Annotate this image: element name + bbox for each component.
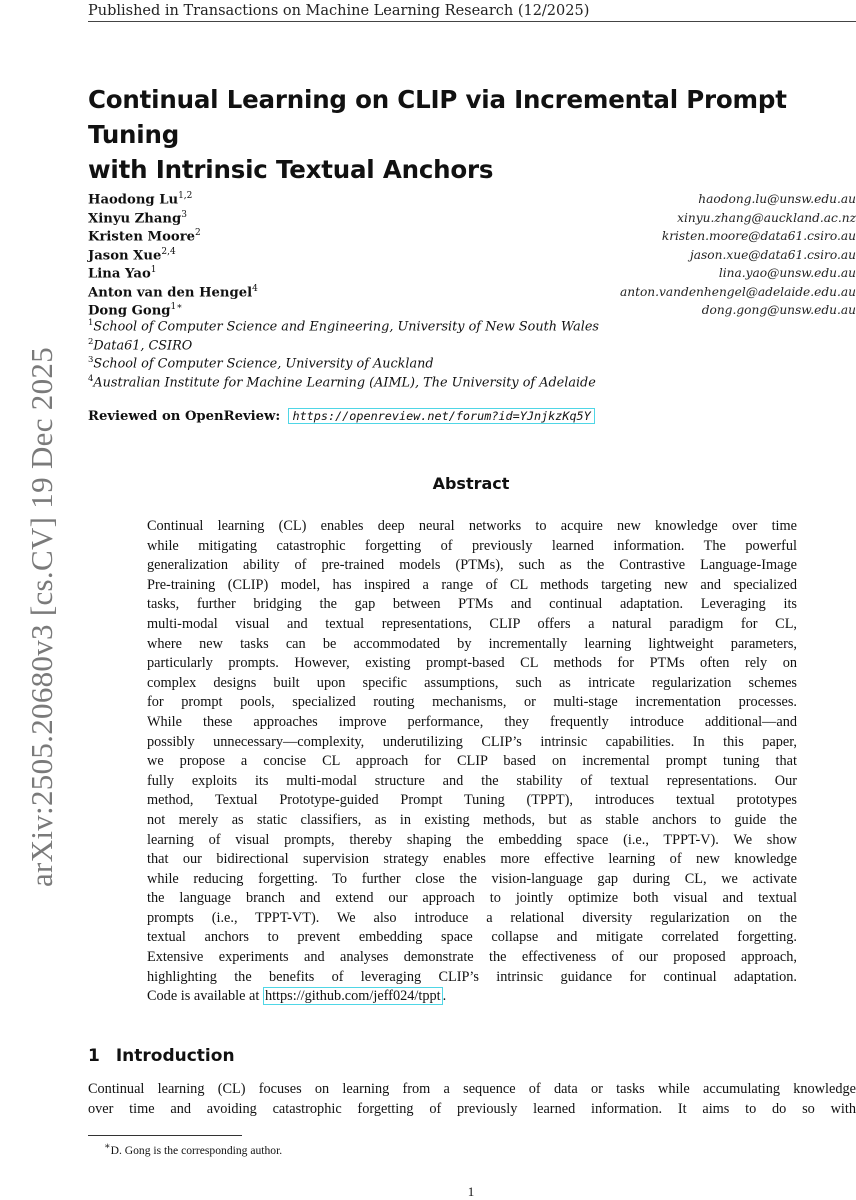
intro-line: Continual learning (CL) focuses on learning from a sequence of data or tasks while accumulating knowledge (88, 1081, 856, 1097)
affiliation-number: 4 (88, 373, 94, 384)
author-row (88, 265, 856, 284)
abstract-line: while reducing forgetting. To further close the vision-language gap during CL, we activate (147, 870, 797, 887)
affiliation-text: School of Computer Science and Engineering, University of New South Wales (93, 319, 599, 335)
footnote-mark: ∗ (104, 1141, 111, 1152)
abstract-line: learning of visual prompts, thereby shaping the embedding space (i.e., TPPT-V). We show (147, 831, 797, 848)
abstract-line: complex designs built upon specific assumptions, such as intricate regularization schemes (147, 674, 797, 691)
abstract-heading: Abstract (432, 474, 510, 493)
author-name: Jason Xue$^{2,4}$ (88, 246, 176, 263)
running-header: Published in Transactions on Machine Learning Research (12/2025) (88, 3, 590, 19)
title-line: Continual Learning on CLIP via Incremental Prompt Tuning (88, 85, 787, 149)
author-affil-sup: 1 (150, 265, 157, 275)
author-affil-sup: 2 (195, 228, 201, 238)
affiliation-row (88, 374, 856, 393)
abstract-line: where new tasks can be accommodated by incrementally learning lightweight parameters, (147, 635, 797, 652)
author-row (88, 210, 856, 229)
abstract-line: tasks, further bridging the gap between PTMs and continual adaptation. Leveraging its (147, 596, 797, 613)
abstract-line: particularly prompts. However, existing prompt-based CL methods for PTMs often rely on (147, 655, 797, 672)
abstract-line: generalization ability of pre-trained models (PTMs), such as the Contrastive Language-Image (147, 557, 797, 574)
abstract-line: possibly unnecessary—complexity, underutilizing CLIP’s intrinsic capabilities. In this paper, (147, 733, 797, 750)
affiliation-number: 1 (88, 318, 94, 328)
author-row (88, 228, 856, 247)
affiliation-number: 3 (88, 355, 94, 365)
author-name: Lina Yao$^1$ (88, 265, 157, 282)
abstract-line: While these approaches improve performance, they frequently introduce additional—and (147, 713, 797, 730)
abstract-line: multi-modal visual and textual representations, CLIP offers a natural paradigm for CL, (147, 615, 797, 632)
abstract-line: fully exploits its multi-modal structure and the stability of textual representations. Our (147, 772, 797, 789)
author-row (88, 247, 856, 266)
reviewed-line (88, 409, 595, 424)
abstract-code-prefix: Code is available at (147, 988, 263, 1005)
abstract-line: prompts (i.e., TPPT-VT). We also introduce a relational diversity regularization on the (147, 909, 797, 926)
intro-line: over time and avoiding catastrophic forgetting of previously learned information. It aims to do so with (88, 1101, 856, 1117)
abstract-body (147, 517, 797, 1007)
author-affil-sup: 2,4 (161, 246, 176, 257)
author-email[interactable]: xinyu.zhang@auckland.ac.nz (677, 210, 856, 225)
author-affil-sup: 3 (181, 209, 187, 220)
paper-title (88, 82, 856, 187)
section-heading (88, 1046, 235, 1066)
abstract-line: highlighting the benefits of leveraging CLIP’s intrinsic guidance for continual adaptation. (147, 968, 797, 985)
author-affil-sup: 1∗ (170, 302, 183, 312)
author-name: Kristen Moore$^2$ (88, 228, 201, 245)
affiliation-row (88, 337, 856, 356)
abstract-line: Pre-training (CLIP) model, has inspired a range of CL methods targeting new and specialized (147, 576, 797, 593)
reviewed-label: Reviewed on OpenReview: (88, 409, 281, 424)
author-email[interactable]: lina.yao@unsw.edu.au (718, 266, 856, 281)
abstract-line: while mitigating catastrophic forgetting of previously learned information. The powerful (147, 537, 797, 554)
abstract-line: textual anchors to prevent embedding space collapse and mitigate correlated forgetting. (147, 929, 797, 946)
abstract-line: the language branch and extend our approach to jointly optimize both visual and textual (147, 890, 797, 907)
header-rule (88, 21, 856, 22)
author-email[interactable]: dong.gong@unsw.edu.au (701, 303, 856, 318)
abstract-line: Extensive experiments and analyses demonstrate the effectiveness of our proposed approach, (147, 949, 797, 966)
author-affil-sup: 4 (252, 283, 258, 294)
intro-paragraph (88, 1079, 856, 1119)
abstract-line: method, Textual Prototype-guided Prompt Tuning (TPPT), introduces textual prototypes (147, 792, 797, 809)
code-link[interactable]: https://github.com/jeff024/tppt (264, 988, 441, 1005)
section-title: Introduction (115, 1046, 235, 1066)
author-name: Anton van den Hengel$^4$ (88, 283, 258, 300)
author-email[interactable]: anton.vandenhengel@adelaide.edu.au (619, 284, 856, 299)
affiliation-text: Data61, CSIRO (93, 337, 193, 353)
abstract-line: not merely as static classifiers, as in existing methods, but as stable anchors to guide the (147, 811, 797, 828)
author-email[interactable]: haodong.lu@unsw.edu.au (698, 192, 856, 207)
abstract-line: that our bidirectional supervision strategy enables more effective learning of new knowledge (147, 851, 797, 868)
author-name: Xinyu Zhang$^3$ (88, 209, 187, 226)
abstract-line: we propose a concise CL approach for CLIP based on incremental prompt tuning that (147, 753, 797, 770)
footnote-rule (88, 1135, 242, 1136)
affiliation-row (88, 318, 856, 337)
author-name: Dong Gong$^{1∗}$ (88, 302, 183, 319)
author-affil-sup: 1,2 (178, 191, 193, 201)
affiliation-list (88, 318, 856, 392)
abstract-last-line (147, 987, 797, 1007)
arxiv-stamp: arXiv:2505.20680v3 [cs.CV] 19 Dec 2025 (24, 346, 59, 888)
title-line: with Intrinsic Textual Anchors (88, 155, 494, 184)
abstract-line: for prompt pools, specialized routing mechanisms, or multi-stage incrementation processes. (147, 694, 797, 711)
author-row (88, 284, 856, 303)
author-list (88, 191, 856, 321)
affiliation-text: Australian Institute for Machine Learning (AIML), The University of Adelaide (93, 374, 596, 390)
author-row (88, 191, 856, 210)
section-number: 1 (88, 1046, 100, 1066)
affiliation-text: School of Computer Science, University of Auckland (93, 356, 434, 372)
abstract-code-suffix: . (442, 988, 447, 1005)
author-name: Haodong Lu$^{1,2}$ (88, 191, 193, 208)
author-email[interactable]: kristen.moore@data61.csiro.au (661, 229, 856, 244)
affiliation-number: 2 (88, 336, 94, 347)
author-email[interactable]: jason.xue@data61.csiro.au (689, 247, 856, 262)
footnote (104, 1141, 282, 1157)
page-number: 1 (467, 1184, 475, 1199)
openreview-link[interactable]: https://openreview.net/forum?id=YJnjkzKq5Y (288, 408, 594, 424)
abstract-line: Continual learning (CL) enables deep neural networks to acquire new knowledge over time (147, 518, 797, 534)
footnote-text: D. Gong is the corresponding author. (110, 1143, 283, 1157)
affiliation-row (88, 355, 856, 374)
